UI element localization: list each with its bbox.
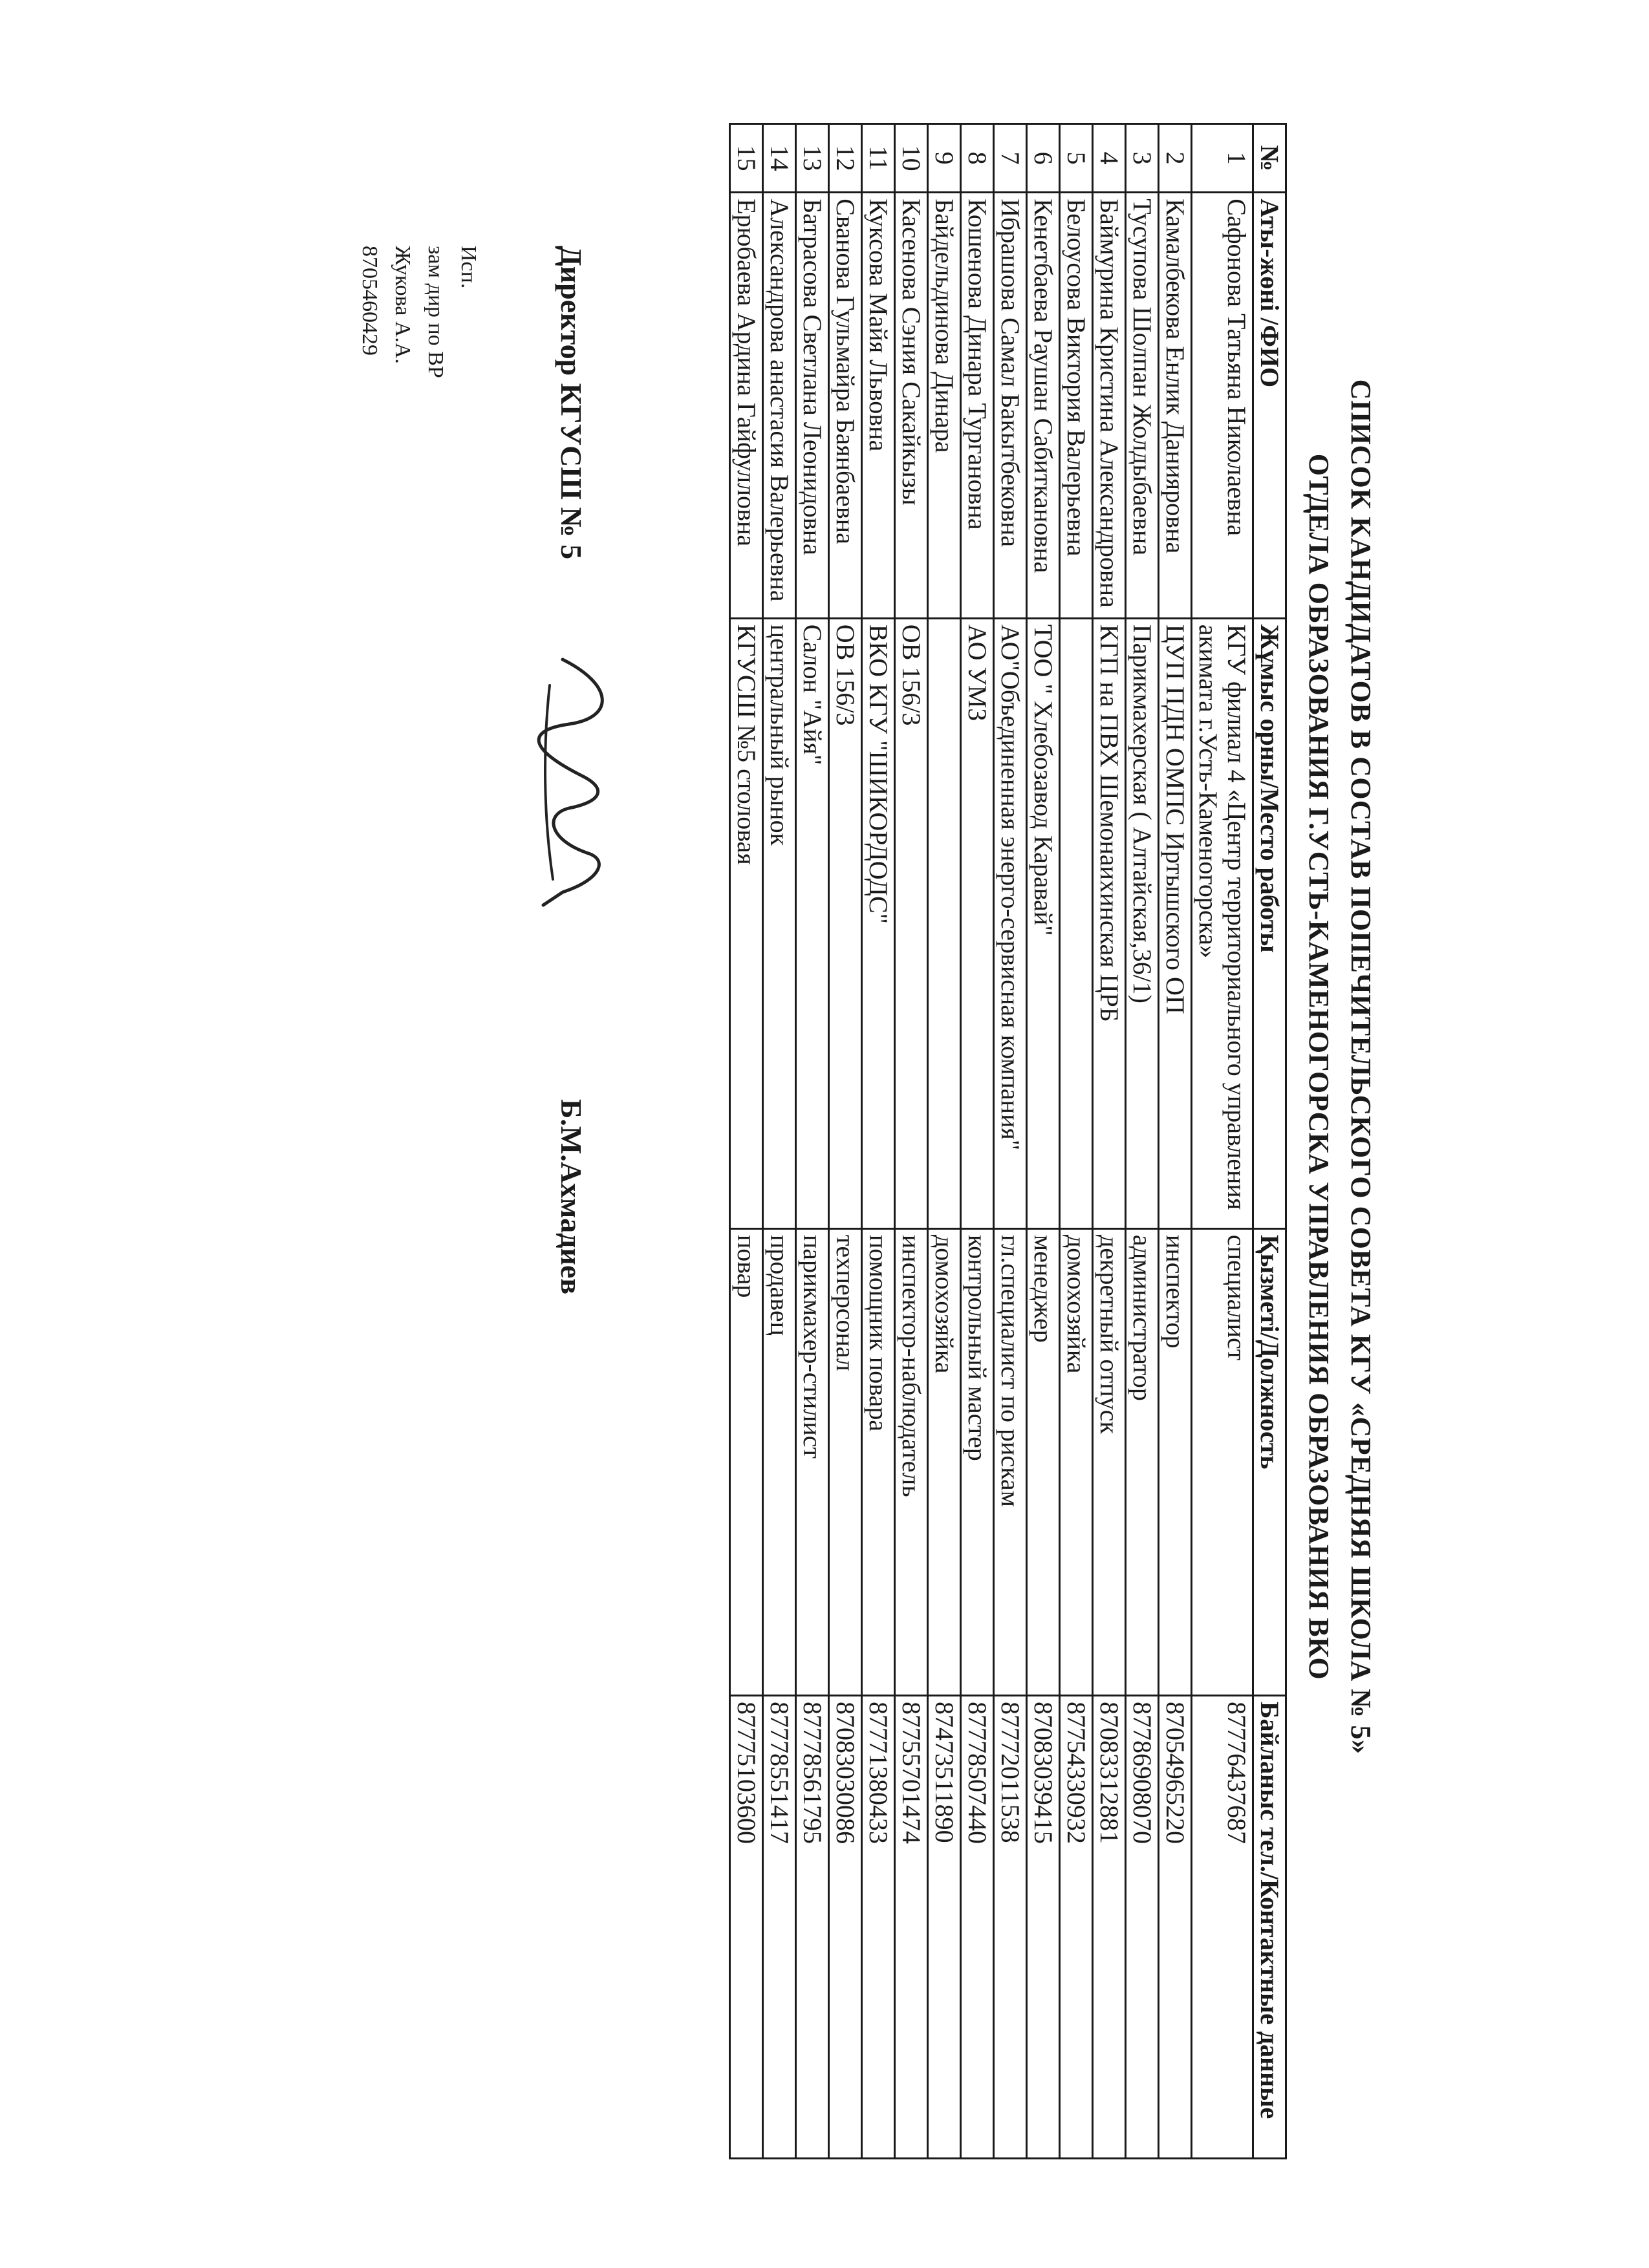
- candidate-position: домохозяйка: [1060, 1228, 1093, 1695]
- executor-name: Жукова А.А.: [391, 246, 415, 364]
- table-row: [796, 124, 829, 2159]
- candidate-name: Куксова Майя Львовна: [862, 193, 895, 619]
- executor-phone: 8705460429: [358, 246, 382, 356]
- candidate-phone: 87083312881: [1093, 1696, 1126, 2159]
- candidate-phone: 87786908070: [1126, 1696, 1159, 2159]
- candidate-position: менеджер: [1027, 1228, 1060, 1695]
- candidate-name: Баймурина Кристина Александровна: [1093, 193, 1126, 619]
- candidate-name: Касенова Сэния Сакайкызы: [895, 193, 928, 619]
- row-number: 5: [1060, 124, 1093, 193]
- director-label: Директор КГУСШ № 5: [555, 246, 588, 560]
- row-number: 9: [928, 124, 961, 193]
- candidate-phone: 87083039415: [1027, 1696, 1060, 2159]
- table-row: [895, 124, 928, 2159]
- director-signature: [511, 647, 640, 918]
- candidate-phone: 87054965220: [1159, 1696, 1192, 2159]
- candidate-name: Кошенова Динара Тургановна: [961, 193, 994, 619]
- candidate-workplace: [1060, 618, 1093, 1228]
- candidate-position: домохозяйка: [928, 1228, 961, 1695]
- candidate-workplace: ТОО " Хлебозавод Каравай": [1027, 618, 1060, 1228]
- candidate-name: Кенетбаева Раушан Сабиткановна: [1027, 193, 1060, 619]
- candidate-position: инспектор: [1159, 1228, 1192, 1695]
- candidate-name: Камалбекова Енлик Даниярoвна: [1159, 193, 1192, 619]
- row-number: 10: [895, 124, 928, 193]
- table-row: [862, 124, 895, 2159]
- candidate-name: Сафонова Татьяна Николаевна: [1192, 193, 1253, 619]
- candidate-name: Ерюбаева Ардина Гайфулловна: [730, 193, 763, 619]
- candidate-name: Байдельдинова Динара: [928, 193, 961, 619]
- row-number: 12: [829, 124, 862, 193]
- candidate-phone: 87755701474: [895, 1696, 928, 2159]
- candidate-position: специалист: [1192, 1228, 1253, 1695]
- candidate-position: продавец: [763, 1228, 796, 1695]
- candidate-phone: 87771380433: [862, 1696, 895, 2159]
- candidate-workplace: центральный рынок: [763, 618, 796, 1228]
- table-row: [730, 124, 763, 2159]
- candidate-phone: 87754330932: [1060, 1696, 1093, 2159]
- candidate-position: гл.специалист по рискам: [994, 1228, 1027, 1695]
- candidate-workplace: Парикмахерская ( Алтайская,36/1): [1126, 618, 1159, 1228]
- candidate-workplace: КГУ филиал 4 «Центр территориального управления акимата г.Усть-Каменогорска»: [1192, 618, 1253, 1228]
- document-title: СПИСОК КАНДИДАТОВ В СОСТАВ ПОПЕЧИТЕЛЬСКОГО СОВЕТА КГУ «СРЕДНЯЯ ШКОЛА № 5»: [1345, 379, 1377, 1755]
- candidate-workplace: КГУСШ №5 столовая: [730, 618, 763, 1228]
- candidate-phone: 87776437687: [1192, 1696, 1253, 2159]
- table-row: [961, 124, 994, 2159]
- column-header-number: №: [1253, 124, 1286, 193]
- candidate-name: Батрасова Светлана Леонидовна: [796, 193, 829, 619]
- candidate-name: Тусупова Шолпан Жолдыбаевна: [1126, 193, 1159, 619]
- candidate-phone: 87775103600: [730, 1696, 763, 2159]
- candidate-phone: 87778551417: [763, 1696, 796, 2159]
- candidate-position: техперсонал: [829, 1228, 862, 1695]
- candidate-phone: 87473511890: [928, 1696, 961, 2159]
- table-row: [763, 124, 796, 2159]
- candidate-workplace: АО"Объединенная энерго-сервисная компания": [994, 618, 1027, 1228]
- candidate-position: инспектор-наблюдатель: [895, 1228, 928, 1695]
- candidate-workplace: ОВ 156/3: [829, 618, 862, 1228]
- candidate-workplace: Салон "Айя": [796, 618, 829, 1228]
- candidate-name: Александрова анастасия Валерьевна: [763, 193, 796, 619]
- row-number: 1: [1192, 124, 1253, 193]
- candidate-position: повар: [730, 1228, 763, 1695]
- candidate-phone: 87083030086: [829, 1696, 862, 2159]
- candidate-name: Ибрашова Самал Бакытбековна: [994, 193, 1027, 619]
- table-row: [1027, 124, 1060, 2159]
- candidate-phone: 87778507440: [961, 1696, 994, 2159]
- row-number: 13: [796, 124, 829, 193]
- candidate-workplace: [928, 618, 961, 1228]
- row-number: 6: [1027, 124, 1060, 193]
- candidates-table: [729, 123, 1287, 2159]
- candidate-phone: 87772011538: [994, 1696, 1027, 2159]
- table-header-row: [1253, 124, 1286, 2159]
- table-row: [1093, 124, 1126, 2159]
- candidate-workplace: КГП на ПВХ Шемонаихинская ЦРБ: [1093, 618, 1126, 1228]
- table-row: [1126, 124, 1159, 2159]
- table-row: [1060, 124, 1093, 2159]
- candidate-position: помощник повара: [862, 1228, 895, 1695]
- candidate-position: администратор: [1126, 1228, 1159, 1695]
- candidate-position: парикмахер-стилист: [796, 1228, 829, 1695]
- table-row: [928, 124, 961, 2159]
- row-number: 11: [862, 124, 895, 193]
- row-number: 3: [1126, 124, 1159, 193]
- executor-label: Исп.: [457, 246, 480, 289]
- table-row: [829, 124, 862, 2159]
- candidate-phone: 87778561795: [796, 1696, 829, 2159]
- row-number: 8: [961, 124, 994, 193]
- column-header-name: Аты-жөні /ФИО: [1253, 193, 1286, 619]
- candidate-workplace: ЦУП ПДН ОМПС Иртышского ОП: [1159, 618, 1192, 1228]
- candidate-position: декретный отпуск: [1093, 1228, 1126, 1695]
- row-number: 7: [994, 124, 1027, 193]
- executor-block: [353, 246, 485, 378]
- candidate-name: Белоусова Виктория Валерьевна: [1060, 193, 1093, 619]
- candidate-workplace: ВКО КГУ "ШИКОРДОДС": [862, 618, 895, 1228]
- row-number: 2: [1159, 124, 1192, 193]
- director-name: Б.М.Ахмадиев: [555, 1099, 588, 1295]
- column-header-position: Қызметі/Должность: [1253, 1228, 1286, 1695]
- executor-role: зам дир по ВР: [424, 246, 447, 378]
- row-number: 15: [730, 124, 763, 193]
- candidate-position: контрольный мастер: [961, 1228, 994, 1695]
- candidate-name: Сванова Гульмайра Баянбаевна: [829, 193, 862, 619]
- table-row: [1192, 124, 1253, 2159]
- document-subtitle: ОТДЕЛА ОБРАЗОВАНИЯ Г.УСТЬ-КАМЕНОГОРСКА УПРАВЛЕНИЯ ОБРАЗОВАНИЯ ВКО: [1303, 453, 1335, 1680]
- row-number: 14: [763, 124, 796, 193]
- table-row: [1159, 124, 1192, 2159]
- table-row: [994, 124, 1027, 2159]
- candidate-workplace: АО УМЗ: [961, 618, 994, 1228]
- column-header-workplace: Жұмыс орны/Место работы: [1253, 618, 1286, 1228]
- candidate-workplace: ОВ 156/3: [895, 618, 928, 1228]
- column-header-contacts: Байланыс тел./Контактные данные: [1253, 1696, 1286, 2159]
- row-number: 4: [1093, 124, 1126, 193]
